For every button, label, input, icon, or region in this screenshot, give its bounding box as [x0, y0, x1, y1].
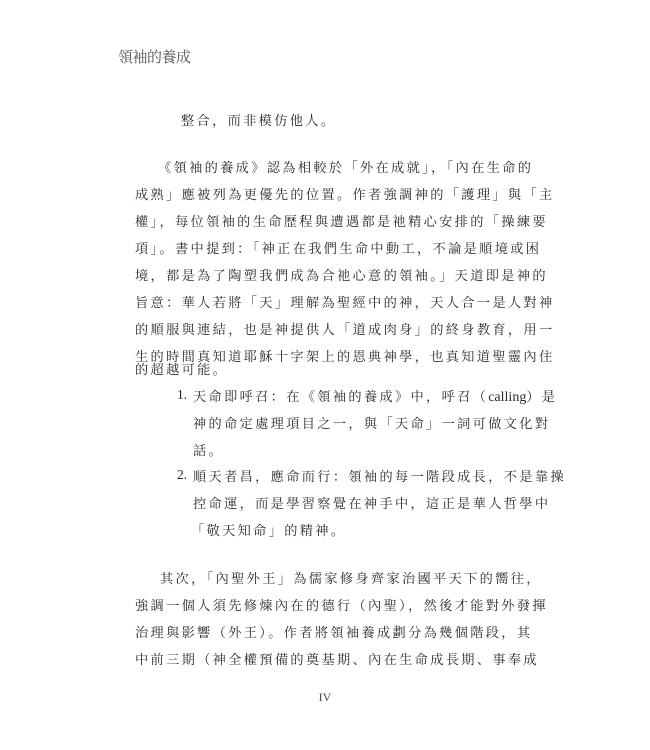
list-line: 「敬天知命」的精神。	[191, 524, 347, 539]
paragraph-line: 《領袖的養成》認為相較於「外在成就」，「內在生命的	[158, 161, 534, 176]
list-line: 控命運，而是學習察覺在神手中，這正是華人哲學中	[193, 497, 551, 512]
paragraph-line: 旨意：華人若將「天」理解為聖經中的神，天人合一是人對神	[135, 296, 555, 311]
list-number: 1.	[177, 387, 188, 402]
paragraph-line: 權」，每位領袖的生命歷程與遭遇都是祂精心安排的「操練要	[135, 215, 548, 230]
paragraph-line: 境，都是為了陶塑我們成為合祂心意的領袖。」天道即是神的	[135, 269, 548, 284]
paragraph-line: 其次，「內聖外王」為儒家修身齊家治國平天下的嚮往，	[160, 572, 542, 587]
paragraph-line: 中前三期（神全權預備的奠基期、內在生命成長期、事奉成	[135, 653, 539, 668]
list-line: 神的命定處理項目之一，與「天命」一詞可做文化對	[193, 417, 551, 432]
list-number: 2.	[177, 467, 188, 482]
page-number: IV	[318, 690, 332, 704]
paragraph-line: 項」。書中提到：「神正在我們生命中動工，不論是順境或困	[135, 242, 542, 257]
latin-term: calling	[488, 390, 527, 405]
list-line: 天命即呼召：在《領袖的養成》中，呼召（calling）是	[193, 390, 558, 405]
list-line: 話。	[193, 444, 225, 459]
running-header: 領袖的養成	[118, 48, 191, 66]
paragraph-line: 成熟」應被列為更優先的位置。作者強調神的「護理」與「主	[135, 188, 555, 203]
opening-line: 整合，而非模仿他人。	[181, 114, 337, 129]
paragraph-line: 的順服與連結，也是神提供人「道成肉身」的終身教育，用一	[135, 323, 555, 338]
paragraph-line: 強調一個人須先修煉內在的德行（內聖），然後才能對外發揮	[135, 599, 548, 614]
paragraph-line: 生的時間真知道耶穌十字架上的恩典神學，也真知道聖靈內住	[135, 350, 555, 365]
list-line: 順天者昌，應命而行：領袖的每一階段成長，不是靠操	[193, 470, 566, 485]
paragraph-line: 治理與影響（外王）。作者將領袖養成劃分為幾個階段，其	[135, 626, 533, 641]
paragraph-line: 的超越可能。	[135, 363, 229, 378]
